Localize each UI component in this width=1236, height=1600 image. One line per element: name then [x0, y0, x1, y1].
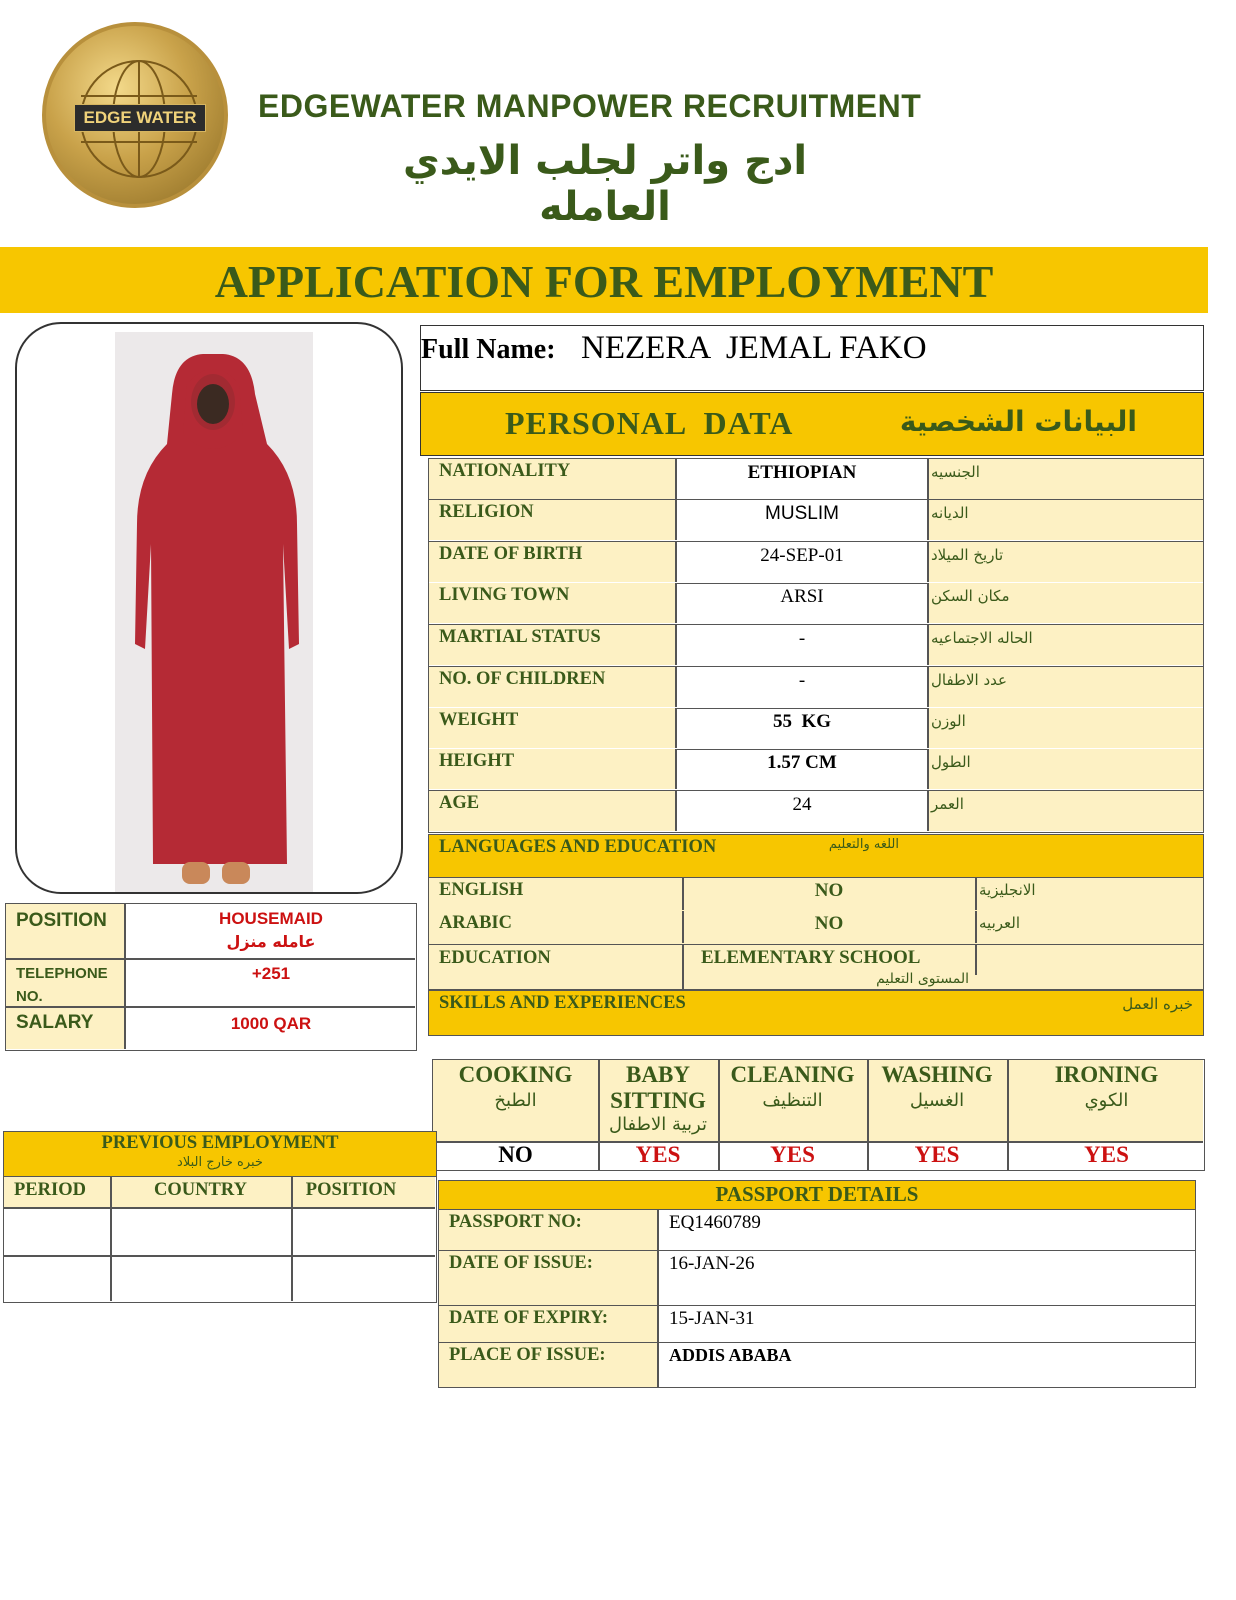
divider	[927, 625, 929, 665]
row-label-ar: الطول	[931, 753, 971, 771]
language-label: ARABIC	[439, 913, 512, 933]
divider	[927, 791, 929, 831]
row-label: HEIGHT	[439, 751, 515, 771]
skill-value: YES	[914, 1142, 960, 1167]
row-label-ar: الوزن	[931, 712, 966, 730]
title-bar	[0, 247, 1208, 313]
row-value: 55 KG	[772, 711, 832, 732]
divider	[927, 749, 929, 789]
passport-value: EQ1460789	[669, 1212, 761, 1233]
skill-value: YES	[1084, 1142, 1129, 1167]
passport-row	[438, 1210, 1196, 1251]
education-label: EDUCATION	[439, 948, 551, 968]
skill-name-ar: الطبخ	[494, 1090, 537, 1111]
divider	[927, 708, 929, 748]
skill-name: WASHING	[881, 1062, 993, 1087]
divider	[927, 542, 929, 582]
personal-data-title-en: PERSONAL DATA	[505, 405, 794, 441]
row-label-ar: الجنسيه	[931, 463, 980, 481]
company-name-ar: ادج واتر لجلب الايدي العامله	[402, 138, 808, 230]
passport-title: PASSPORT DETAILS	[715, 1182, 919, 1206]
person-photo-icon	[17, 324, 403, 894]
row-label: MARTIAL STATUS	[439, 627, 601, 647]
personal-data-row	[428, 667, 1204, 709]
education-row	[428, 944, 1204, 990]
position-label: POSITION	[16, 910, 107, 931]
language-row	[428, 878, 1204, 912]
personal-data-header	[420, 392, 1204, 456]
passport-label: DATE OF ISSUE:	[449, 1253, 593, 1273]
previous-employment-title-ar: خبره خارج البلاد	[177, 1155, 263, 1170]
skills-title-en: SKILLS AND EXPERIENCES	[439, 993, 686, 1013]
row-label-ar: الحاله الاجتماعيه	[931, 629, 1033, 647]
row-label: NO. OF CHILDREN	[439, 669, 606, 689]
skill-name: COOKING	[458, 1062, 573, 1087]
language-label-ar: الانجليزية	[979, 881, 1036, 899]
personal-data-row	[428, 458, 1204, 500]
previous-employment-header	[3, 1131, 437, 1177]
row-label: DATE OF BIRTH	[439, 544, 583, 564]
language-label-ar: العربيه	[979, 914, 1020, 932]
row-value: -	[798, 628, 806, 649]
skill-name-ar: التنظيف	[762, 1090, 823, 1111]
skill-name-ar: تربية الاطفال	[608, 1114, 707, 1135]
skill-name: IRONING	[1054, 1062, 1159, 1087]
languages-title-ar: اللغه والتعليم	[828, 837, 899, 852]
row-label-ar: الديانه	[931, 504, 969, 522]
education-label-ar: المستوى التعليم	[876, 971, 969, 987]
job-info-table	[5, 903, 417, 1051]
row-label-ar: تاريخ الميلاد	[931, 546, 1004, 564]
skill-name: BABY SITTING	[610, 1062, 706, 1113]
skills-grid	[432, 1059, 1205, 1171]
divider	[927, 459, 929, 499]
language-row	[428, 911, 1204, 945]
language-value: NO	[814, 913, 844, 934]
row-label-ar: العمر	[931, 795, 964, 813]
divider	[975, 911, 977, 943]
skill-value: NO	[498, 1142, 533, 1167]
divider	[657, 1251, 659, 1305]
passport-value: ADDIS ABABA	[669, 1345, 792, 1365]
passport-value: 16-JAN-26	[669, 1253, 755, 1274]
row-value: ETHIOPIAN	[747, 462, 857, 483]
previous-employment-title-en: PREVIOUS EMPLOYMENT	[101, 1133, 339, 1153]
divider	[927, 500, 929, 540]
previous-employment-table	[3, 1177, 437, 1303]
passport-label: PLACE OF ISSUE:	[449, 1345, 606, 1365]
row-value: -	[798, 670, 806, 691]
personal-data-row	[428, 500, 1204, 542]
applicant-photo	[15, 322, 403, 894]
passport-header	[438, 1180, 1196, 1210]
languages-header	[428, 834, 1204, 878]
row-label: NATIONALITY	[439, 461, 571, 481]
position-value-ar: عامله منزل	[226, 932, 316, 951]
skill-name-ar: الكوي	[1084, 1090, 1129, 1111]
passport-value: 15-JAN-31	[669, 1308, 755, 1329]
passport-row	[438, 1343, 1196, 1388]
skill-name: CLEANING	[730, 1062, 855, 1087]
row-value: 1.57 CM	[767, 752, 837, 773]
personal-data-row	[428, 542, 1204, 584]
company-logo	[42, 22, 228, 208]
passport-row	[438, 1306, 1196, 1343]
full-name-label: Full Name:	[421, 334, 556, 365]
row-value: 24-SEP-01	[760, 545, 844, 566]
column-header-position: POSITION	[305, 1180, 397, 1200]
skill-value: YES	[770, 1142, 815, 1167]
personal-data-row	[428, 708, 1204, 750]
divider	[657, 1306, 659, 1342]
full-name-box	[420, 325, 1204, 391]
row-label: AGE	[439, 793, 480, 813]
language-label: ENGLISH	[439, 880, 524, 900]
company-name-en: EDGEWATER MANPOWER RECRUITMENT	[258, 88, 922, 124]
position-value: HOUSEMAID	[219, 909, 323, 928]
row-label-ar: مكان السكن	[931, 587, 1010, 605]
divider	[657, 1210, 659, 1250]
personal-data-row	[428, 583, 1204, 625]
page-title: APPLICATION FOR EMPLOYMENT	[214, 256, 994, 307]
skill-name-ar: الغسيل	[909, 1090, 965, 1111]
column-header-country: COUNTRY	[154, 1180, 247, 1200]
personal-data-row	[428, 625, 1204, 667]
education-value: ELEMENTARY SCHOOL	[701, 947, 921, 968]
divider	[975, 878, 977, 910]
row-value: MUSLIM	[765, 503, 839, 524]
row-value: 24	[792, 794, 812, 815]
salary-value: 1000 QAR	[230, 1014, 312, 1033]
passport-label: DATE OF EXPIRY:	[449, 1308, 609, 1328]
row-label: RELIGION	[439, 502, 534, 522]
salary-label: SALARY	[16, 1012, 94, 1033]
telephone-value: +251	[251, 964, 291, 983]
column-header-period: PERIOD	[14, 1180, 86, 1200]
logo-text: EDGE WATER	[74, 104, 206, 132]
full-name-value: NEZERA JEMAL FAKO	[581, 330, 927, 366]
personal-data-title-ar: البيانات الشخصية	[899, 405, 1137, 438]
divider	[657, 1343, 659, 1387]
passport-row	[438, 1251, 1196, 1306]
skills-title-ar: خبره العمل	[1122, 995, 1193, 1013]
row-label-ar: عدد الاطفال	[931, 671, 1007, 689]
row-label: LIVING TOWN	[439, 585, 570, 605]
skills-header	[428, 990, 1204, 1036]
row-value: ARSI	[780, 586, 824, 607]
divider	[927, 583, 929, 623]
languages-title-en: LANGUAGES AND EDUCATION	[439, 837, 717, 857]
personal-data-row	[428, 791, 1204, 833]
personal-data-row	[428, 749, 1204, 791]
skill-value: YES	[635, 1142, 681, 1167]
language-value: NO	[814, 880, 844, 901]
divider	[927, 667, 929, 707]
row-label: WEIGHT	[439, 710, 519, 730]
passport-label: PASSPORT NO:	[449, 1212, 582, 1232]
telephone-label: TELEPHONE NO.	[16, 965, 108, 1005]
